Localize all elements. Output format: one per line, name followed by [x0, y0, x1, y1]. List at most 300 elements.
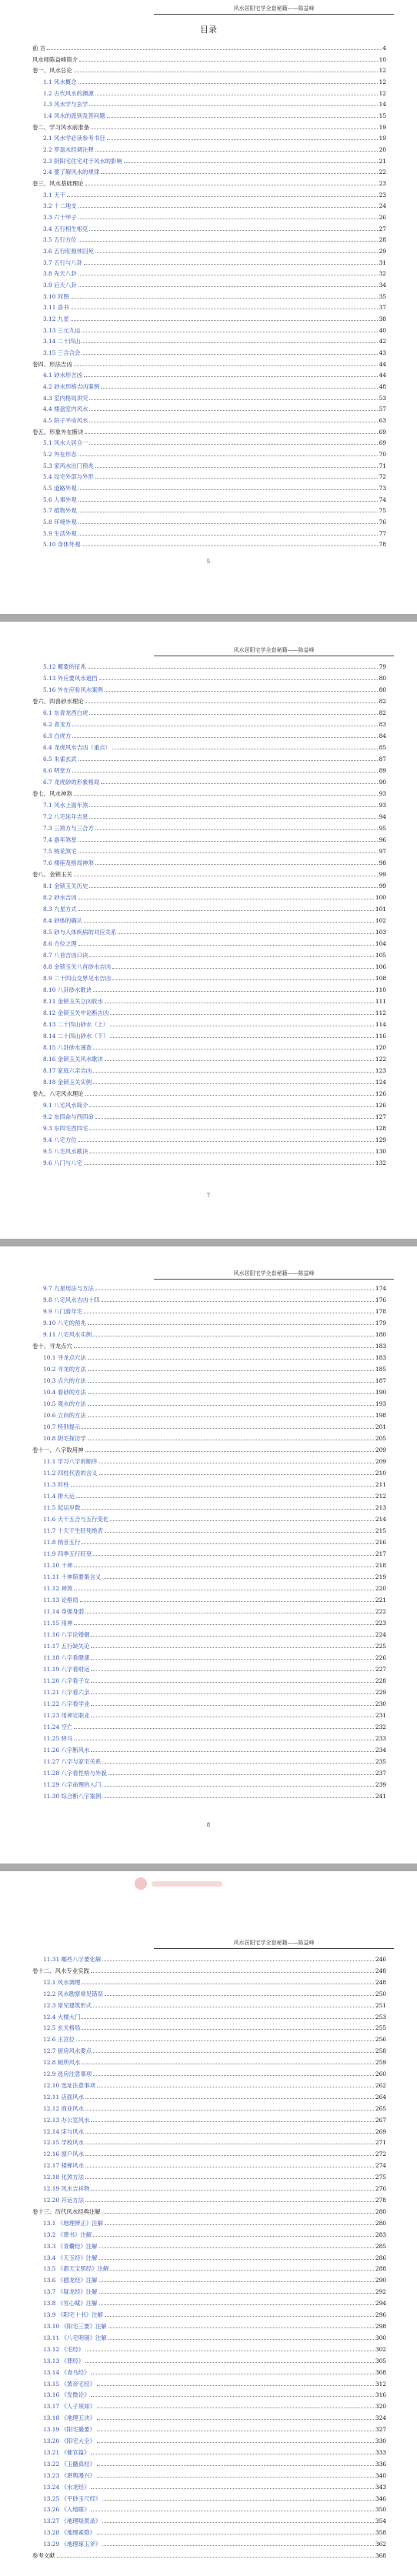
- toc-entry-title[interactable]: 卷十三、历代风水经典注解: [32, 2207, 101, 2215]
- toc-entry-title[interactable]: 13.22 《玉髓真经》: [43, 2460, 95, 2468]
- toc-entry[interactable]: [32, 1722, 386, 1730]
- toc-entry[interactable]: [32, 985, 386, 993]
- toc-entry[interactable]: [32, 156, 386, 165]
- toc-entry[interactable]: [32, 65, 386, 74]
- toc-entry[interactable]: [32, 2275, 386, 2284]
- toc-entry-title[interactable]: 8.2 砂水吉凶: [43, 894, 77, 901]
- toc-entry-title[interactable]: 3.4 五行相生相克: [43, 225, 88, 232]
- toc-entry-title[interactable]: 2.2 罗盘水经调注释: [43, 146, 94, 153]
- toc-entry-title[interactable]: 7.2 八宅延年吉星: [43, 813, 88, 820]
- toc-entry-title[interactable]: 11.27 八字与家宅关系: [43, 1758, 102, 1765]
- toc-entry[interactable]: [32, 1653, 386, 1661]
- toc-entry-title[interactable]: 8.3 九星方式: [43, 906, 77, 913]
- toc-entry-title[interactable]: 3.6 五行旺相休囚死: [43, 248, 94, 255]
- toc-entry[interactable]: [32, 2459, 386, 2468]
- toc-entry-title[interactable]: 6.1 东青龙西白虎: [43, 709, 88, 716]
- toc-entry-title[interactable]: 9.10 八宅的预兆: [43, 1320, 86, 1326]
- toc-entry-title[interactable]: 11.19 八字看财运: [43, 1666, 90, 1673]
- toc-entry-title[interactable]: 13.1 《地理辨正》注解: [43, 2219, 103, 2227]
- toc-entry[interactable]: [32, 1364, 386, 1373]
- toc-entry[interactable]: [32, 1306, 386, 1315]
- toc-entry[interactable]: [32, 973, 386, 982]
- toc-entry[interactable]: [32, 1146, 386, 1155]
- toc-entry-title[interactable]: 5.1 风水人居合一: [43, 439, 88, 447]
- toc-entry-title[interactable]: 12.10 选址注意事项: [43, 2081, 95, 2089]
- toc-entry[interactable]: [32, 438, 386, 446]
- toc-entry[interactable]: [32, 269, 386, 277]
- toc-entry-title[interactable]: 10.3 点穴的方法: [43, 1377, 86, 1384]
- toc-entry[interactable]: [32, 2115, 386, 2124]
- toc-entry[interactable]: [32, 2528, 386, 2536]
- toc-entry-title[interactable]: 12.2 风水勘察常见错误: [43, 1990, 103, 1997]
- toc-entry[interactable]: [32, 77, 386, 85]
- toc-entry-title[interactable]: 11.28 八字看性格与外貌: [43, 1770, 107, 1777]
- toc-entry[interactable]: [32, 258, 386, 266]
- toc-entry-title[interactable]: 3.15 三合合会: [43, 349, 81, 356]
- toc-entry[interactable]: [32, 2298, 386, 2307]
- toc-entry[interactable]: [32, 43, 386, 52]
- toc-entry-title[interactable]: 5.2 外在形态: [43, 451, 77, 458]
- toc-entry-title[interactable]: 13.19 《阳宅撮要》: [43, 2426, 95, 2434]
- toc-entry[interactable]: [32, 2436, 386, 2444]
- toc-entry[interactable]: [32, 869, 386, 878]
- toc-entry-title[interactable]: 11.16 八字论婚姻: [43, 1631, 90, 1638]
- toc-entry[interactable]: [32, 1491, 386, 1500]
- toc-entry[interactable]: [32, 893, 386, 901]
- toc-entry[interactable]: [32, 2034, 386, 2043]
- toc-entry[interactable]: [32, 472, 386, 480]
- toc-entry[interactable]: [32, 1387, 386, 1396]
- toc-entry-title[interactable]: 13.9 《阳宅十书》注解: [43, 2311, 103, 2319]
- toc-entry[interactable]: [32, 685, 386, 693]
- toc-entry[interactable]: [32, 1745, 386, 1753]
- toc-entry[interactable]: [32, 719, 386, 728]
- toc-entry-title[interactable]: 11.20 八字看子女: [43, 1677, 90, 1684]
- toc-entry-title[interactable]: 12.18 化煞方法: [43, 2174, 85, 2181]
- toc-entry[interactable]: [32, 495, 386, 503]
- toc-entry-title[interactable]: 8.4 砂体的确认: [43, 917, 83, 924]
- toc-entry-title[interactable]: 3.1 天干: [43, 191, 65, 199]
- toc-entry-title[interactable]: 8.18 金锁玉关实例: [43, 1079, 92, 1086]
- toc-entry-title[interactable]: 7.1 风水上面年煞: [43, 802, 88, 809]
- toc-entry[interactable]: [32, 731, 386, 739]
- toc-entry-title[interactable]: 11.21 八字看六亲: [43, 1689, 90, 1696]
- toc-entry-title[interactable]: 13.21 《催官篇》: [43, 2448, 90, 2456]
- toc-entry[interactable]: [32, 881, 386, 889]
- toc-entry-title[interactable]: 8.14 二十四山砂水（下）: [43, 1033, 109, 1039]
- toc-entry-title[interactable]: 11.3 时柱: [43, 1481, 69, 1488]
- toc-entry[interactable]: [32, 1537, 386, 1546]
- toc-entry-title[interactable]: 4.4 楼盘室内风水: [43, 405, 88, 413]
- toc-entry-title[interactable]: 13.4 《天玉经》注解: [43, 2254, 98, 2261]
- toc-entry[interactable]: [32, 190, 386, 199]
- toc-entry-title[interactable]: 6.4 龙虎风水吉凶（重点）: [43, 744, 112, 751]
- toc-entry-title[interactable]: 13.16 《发微论》: [43, 2391, 90, 2399]
- toc-entry-title[interactable]: 9.5 八宅风水歌诀: [43, 1148, 88, 1155]
- toc-entry[interactable]: [32, 950, 386, 959]
- toc-entry[interactable]: [32, 539, 386, 548]
- toc-entry-title[interactable]: 卷四、形法吉凶: [32, 360, 72, 368]
- toc-entry-title[interactable]: 13.25 《平砂玉尺经》: [43, 2494, 102, 2502]
- toc-entry[interactable]: [32, 224, 386, 232]
- toc-entry[interactable]: [32, 800, 386, 809]
- toc-entry[interactable]: [32, 1583, 386, 1592]
- toc-entry[interactable]: [32, 662, 386, 670]
- toc-entry-title[interactable]: 8.15 八卦砂水速查: [43, 1044, 92, 1051]
- toc-entry-title[interactable]: 11.11 十神简要集含义: [43, 1573, 102, 1580]
- toc-entry-title[interactable]: 3.10 河图: [43, 292, 69, 300]
- toc-entry[interactable]: [32, 2253, 386, 2261]
- toc-entry-title[interactable]: 12.13 办公室风水: [43, 2116, 90, 2124]
- toc-entry-title[interactable]: 3.13 三元九运: [43, 326, 81, 334]
- toc-entry[interactable]: [32, 2207, 386, 2215]
- toc-entry[interactable]: [32, 359, 386, 368]
- toc-entry-title[interactable]: 12.19 风水吉祥物: [43, 2185, 90, 2193]
- toc-entry-title[interactable]: 11.10 十神: [43, 1562, 73, 1569]
- toc-entry-title[interactable]: 8.6 方位之理: [43, 940, 77, 947]
- toc-entry-title[interactable]: 13.18 《地理五诀》: [43, 2414, 95, 2422]
- toc-entry[interactable]: [32, 1330, 386, 1338]
- toc-entry[interactable]: [32, 1676, 386, 1684]
- toc-entry-title[interactable]: 10.8 阴宅探访学: [43, 1435, 86, 1442]
- toc-entry-title[interactable]: 5.4 坟宅外部与外形: [43, 473, 94, 481]
- toc-entry-title[interactable]: 1.3 风水学与玄学: [43, 101, 88, 108]
- toc-entry[interactable]: [32, 2230, 386, 2238]
- toc-entry-title[interactable]: 4.1 砂水形吉凶: [43, 372, 83, 379]
- toc-entry[interactable]: [32, 212, 386, 221]
- toc-entry[interactable]: [32, 1422, 386, 1430]
- toc-entry[interactable]: [32, 2356, 386, 2364]
- toc-entry-title[interactable]: 风水师陈益峰简介: [32, 55, 78, 63]
- toc-entry-title[interactable]: 5.7 植物外观: [43, 507, 77, 515]
- toc-entry-title[interactable]: 13.12 《宅经》: [43, 2345, 85, 2353]
- toc-entry[interactable]: [32, 1630, 386, 1638]
- toc-entry-title[interactable]: 8.8 金锁玉关八首砂水吉凶: [43, 963, 112, 970]
- toc-entry[interactable]: [32, 1595, 386, 1603]
- toc-entry[interactable]: [32, 708, 386, 716]
- toc-entry[interactable]: [32, 1757, 386, 1765]
- toc-entry-title[interactable]: 13.2 《葬书》注解: [43, 2231, 92, 2238]
- toc-entry[interactable]: [32, 1318, 386, 1326]
- toc-entry[interactable]: [32, 2413, 386, 2421]
- toc-entry-title[interactable]: 卷十一、八字取用神: [32, 1446, 84, 1453]
- toc-entry-title[interactable]: 8.9 二十四山交界见水吉凶: [43, 975, 112, 982]
- toc-entry-title[interactable]: 11.17 五行缺失论: [43, 1643, 90, 1650]
- toc-entry-title[interactable]: 卷九、八宅风水理论: [32, 1090, 84, 1097]
- toc-entry[interactable]: [32, 2241, 386, 2250]
- toc-entry[interactable]: [32, 1664, 386, 1673]
- toc-entry[interactable]: [32, 1445, 386, 1453]
- toc-entry-title[interactable]: 11.5 起运岁数: [43, 1504, 81, 1511]
- toc-entry-title[interactable]: 12.15 学校风水: [43, 2139, 85, 2147]
- toc-entry[interactable]: [32, 483, 386, 492]
- toc-entry[interactable]: [32, 1123, 386, 1132]
- toc-entry-title[interactable]: 2.1 风水学必读参考书目: [43, 135, 105, 142]
- toc-entry-title[interactable]: 2.3 阴阳宅住宅对于风水的影响: [43, 157, 122, 165]
- toc-entry[interactable]: [32, 415, 386, 424]
- toc-entry[interactable]: [32, 325, 386, 334]
- toc-entry[interactable]: [32, 348, 386, 356]
- toc-entry-title[interactable]: 13.28 《地理索隐》: [43, 2529, 95, 2537]
- toc-entry[interactable]: [32, 1607, 386, 1615]
- toc-entry[interactable]: [32, 2161, 386, 2169]
- toc-entry[interactable]: [32, 916, 386, 924]
- toc-entry-title[interactable]: 10.2 寻龙的方法: [43, 1366, 86, 1373]
- toc-entry-title[interactable]: 11.30 综合断八字案例: [43, 1793, 102, 1800]
- toc-entry[interactable]: [32, 427, 386, 435]
- toc-entry[interactable]: [32, 1376, 386, 1384]
- toc-entry[interactable]: [32, 55, 386, 63]
- toc-entry[interactable]: [32, 167, 386, 175]
- toc-entry-title[interactable]: 8.12 金锁玉关中论断吉凶: [43, 1009, 109, 1016]
- toc-entry-title[interactable]: 6.6 明堂方: [43, 767, 72, 774]
- toc-entry[interactable]: [32, 2012, 386, 2020]
- toc-entry-title[interactable]: 8.5 砂与人体疾病的对应关系: [43, 929, 117, 936]
- toc-entry[interactable]: [32, 2184, 386, 2192]
- toc-entry[interactable]: [32, 1135, 386, 1143]
- toc-entry[interactable]: [32, 2046, 386, 2054]
- toc-entry-title[interactable]: 13.23 《堪舆漫兴》: [43, 2471, 95, 2479]
- toc-entry[interactable]: [32, 1433, 386, 1442]
- toc-entry[interactable]: [32, 280, 386, 289]
- toc-entry-title[interactable]: 13.8 《雪心赋》注解: [43, 2300, 98, 2307]
- toc-entry-title[interactable]: 前 言: [32, 45, 46, 52]
- toc-entry[interactable]: [32, 1514, 386, 1523]
- toc-entry-title[interactable]: 4.3 室内格局讲究: [43, 394, 88, 402]
- toc-entry-title[interactable]: 3.12 九星: [43, 315, 69, 322]
- toc-entry-title[interactable]: 11.25 驿马: [43, 1735, 73, 1742]
- toc-entry-title[interactable]: 参考文献: [32, 2552, 55, 2560]
- toc-entry-title[interactable]: 10.4 看砂的方法: [43, 1389, 86, 1396]
- toc-entry-title[interactable]: 3.9 后天八卦: [43, 282, 77, 289]
- toc-entry[interactable]: [32, 393, 386, 402]
- toc-entry-title[interactable]: 6.3 白虎方: [43, 732, 72, 739]
- toc-entry[interactable]: [32, 1966, 386, 1974]
- toc-entry-title[interactable]: 1.1 风水概念: [43, 78, 77, 85]
- toc-entry[interactable]: [32, 1158, 386, 1166]
- toc-entry-title[interactable]: 12.8 厕所风水: [43, 2059, 81, 2067]
- toc-entry[interactable]: [32, 812, 386, 820]
- toc-entry-title[interactable]: 8.16 金锁玉关风水歌诀: [43, 1056, 103, 1063]
- toc-entry[interactable]: [32, 1503, 386, 1511]
- toc-entry-title[interactable]: 9.6 八门与八宅: [43, 1160, 83, 1166]
- toc-entry[interactable]: [32, 506, 386, 514]
- toc-entry-title[interactable]: 5.13 外应要风水遮挡: [43, 675, 98, 682]
- toc-entry[interactable]: [32, 1768, 386, 1777]
- toc-entry[interactable]: [32, 858, 386, 866]
- toc-entry[interactable]: [32, 99, 386, 108]
- toc-entry-title[interactable]: 9.11 八宅风水实例: [43, 1331, 92, 1338]
- toc-entry-title[interactable]: 13.15 《黄帝宅经》: [43, 2380, 95, 2387]
- toc-entry-title[interactable]: 9.3 东四宅西四宅: [43, 1125, 88, 1132]
- toc-entry[interactable]: [32, 1954, 386, 1963]
- toc-entry[interactable]: [32, 2471, 386, 2479]
- toc-entry[interactable]: [32, 449, 386, 458]
- toc-entry[interactable]: [32, 673, 386, 682]
- toc-entry-title[interactable]: 3.3 六十甲子: [43, 214, 77, 221]
- toc-entry-title[interactable]: 卷十二、风水专业实践: [32, 1967, 89, 1974]
- toc-entry-title[interactable]: 5.16 外在应验风水案例: [43, 686, 103, 693]
- toc-entry[interactable]: [32, 2137, 386, 2146]
- toc-entry-title[interactable]: 11.4 排大运: [43, 1493, 75, 1500]
- toc-entry[interactable]: [32, 1089, 386, 1097]
- toc-entry-title[interactable]: 11.23 用神定职业: [43, 1712, 90, 1719]
- toc-entry-title[interactable]: 13.26 《入地眼》: [43, 2506, 90, 2514]
- toc-entry-title[interactable]: 9.2 东四命与西四命: [43, 1113, 94, 1120]
- toc-entry[interactable]: [32, 1526, 386, 1534]
- toc-entry-title[interactable]: 5.8 环境外观: [43, 519, 77, 526]
- toc-entry[interactable]: [32, 1977, 386, 1986]
- toc-entry[interactable]: [32, 2390, 386, 2398]
- toc-entry[interactable]: [32, 88, 386, 97]
- toc-entry-title[interactable]: 11.29 八字命理的入门: [43, 1781, 102, 1788]
- toc-entry[interactable]: [32, 2172, 386, 2181]
- toc-entry-title[interactable]: 卷二、学习风水前准备: [32, 123, 89, 131]
- toc-entry-title[interactable]: 3.8 先天八卦: [43, 270, 77, 278]
- toc-entry[interactable]: [32, 246, 386, 255]
- toc-entry-title[interactable]: 6.5 朱雀玄武: [43, 756, 77, 762]
- toc-entry-title[interactable]: 13.3 《青囊经》注解: [43, 2242, 98, 2250]
- toc-entry-title[interactable]: 11.2 四柱代表的含义: [43, 1470, 98, 1477]
- toc-entry[interactable]: [32, 235, 386, 243]
- toc-entry[interactable]: [32, 2424, 386, 2433]
- toc-entry-title[interactable]: 13.5 《都天宝照经》注解: [43, 2265, 109, 2273]
- toc-entry-title[interactable]: 13.17 《人子须知》: [43, 2403, 95, 2411]
- toc-entry[interactable]: [32, 2080, 386, 2089]
- toc-entry[interactable]: [32, 1641, 386, 1650]
- toc-entry-title[interactable]: 3.5 五行方位: [43, 236, 77, 244]
- toc-entry-title[interactable]: 11.31 哪些八字要化解: [43, 1956, 102, 1963]
- toc-entry-title[interactable]: 卷八、金锁玉关: [32, 871, 72, 878]
- toc-entry-title[interactable]: 12.1 风水调理: [43, 1978, 81, 1986]
- toc-entry-title[interactable]: 10.5 观水的方法: [43, 1400, 86, 1407]
- toc-entry[interactable]: [32, 1699, 386, 1707]
- toc-entry[interactable]: [32, 2069, 386, 2077]
- toc-entry[interactable]: [32, 1687, 386, 1696]
- toc-entry[interactable]: [32, 2057, 386, 2066]
- toc-entry[interactable]: [32, 122, 386, 131]
- toc-entry[interactable]: [32, 766, 386, 774]
- toc-entry[interactable]: [32, 1112, 386, 1120]
- toc-entry-title[interactable]: 12.12 商业风水: [43, 2104, 85, 2112]
- toc-entry-title[interactable]: 6.2 青龙方: [43, 721, 72, 728]
- toc-entry-title[interactable]: 13.24 《水龙经》: [43, 2483, 90, 2491]
- toc-entry-title[interactable]: 5.6 人事外观: [43, 496, 77, 503]
- toc-entry[interactable]: [32, 1480, 386, 1488]
- toc-entry[interactable]: [32, 1295, 386, 1303]
- toc-entry[interactable]: [32, 696, 386, 705]
- toc-entry-title[interactable]: 11.24 空亡: [43, 1723, 73, 1730]
- toc-entry-title[interactable]: 13.29 《地理琢玉斧》: [43, 2541, 102, 2548]
- toc-entry[interactable]: [32, 2149, 386, 2157]
- toc-entry[interactable]: [32, 846, 386, 855]
- toc-entry[interactable]: [32, 927, 386, 936]
- toc-entry[interactable]: [32, 2321, 386, 2330]
- toc-entry[interactable]: [32, 777, 386, 786]
- toc-entry[interactable]: [32, 1341, 386, 1350]
- toc-entry-title[interactable]: 11.6 天干五合与五行变化: [43, 1516, 109, 1523]
- toc-entry[interactable]: [32, 179, 386, 187]
- toc-entry-title[interactable]: 8.17 家庭六亲吉凶: [43, 1067, 92, 1074]
- toc-entry-title[interactable]: 8.7 八首吉凶口诀: [43, 952, 88, 959]
- toc-entry-title[interactable]: 7.6 楼座及格局神煞: [43, 859, 94, 866]
- toc-entry[interactable]: [32, 754, 386, 762]
- toc-entry[interactable]: [32, 2379, 386, 2387]
- toc-entry-title[interactable]: 13.11 《八宅明镜》注解: [43, 2334, 107, 2341]
- toc-entry[interactable]: [32, 1283, 386, 1292]
- toc-entry-title[interactable]: 10.6 立向的方法: [43, 1412, 86, 1419]
- toc-entry-title[interactable]: 11.14 身强身弱: [43, 1608, 85, 1615]
- toc-entry[interactable]: [32, 370, 386, 379]
- toc-entry-title[interactable]: 卷六、四兽砂水理论: [32, 698, 84, 705]
- toc-entry-title[interactable]: 9.8 八宅风水吉凶十四: [43, 1296, 100, 1303]
- toc-entry[interactable]: [32, 1399, 386, 1407]
- toc-entry[interactable]: [32, 2023, 386, 2031]
- toc-entry-title[interactable]: 11.15 用神: [43, 1620, 73, 1627]
- toc-entry[interactable]: [32, 2539, 386, 2548]
- toc-entry[interactable]: [32, 1077, 386, 1086]
- toc-entry-title[interactable]: 3.2 十二地支: [43, 202, 77, 210]
- toc-entry[interactable]: [32, 1549, 386, 1557]
- toc-entry-title[interactable]: 11.26 八字断风水: [43, 1747, 90, 1753]
- toc-entry[interactable]: [32, 1710, 386, 1719]
- toc-entry[interactable]: [32, 1791, 386, 1800]
- toc-entry[interactable]: [32, 996, 386, 1005]
- toc-entry-title[interactable]: 4.5 院子平房风水: [43, 417, 88, 424]
- toc-entry-title[interactable]: 卷五、形象外在断诀: [32, 428, 84, 435]
- toc-entry[interactable]: [32, 111, 386, 119]
- toc-entry[interactable]: [32, 2310, 386, 2318]
- toc-entry-title[interactable]: 13.7 《疑龙经》注解: [43, 2288, 98, 2296]
- toc-entry-title[interactable]: 12.14 床与风水: [43, 2127, 85, 2135]
- toc-entry[interactable]: [32, 314, 386, 322]
- toc-entry[interactable]: [32, 529, 386, 537]
- toc-entry-title[interactable]: 5.3 家风水出门预兆: [43, 462, 94, 469]
- toc-entry[interactable]: [32, 461, 386, 469]
- toc-entry[interactable]: [32, 404, 386, 412]
- toc-entry[interactable]: [32, 789, 386, 797]
- toc-entry[interactable]: [32, 302, 386, 311]
- toc-entry[interactable]: [32, 292, 386, 300]
- toc-entry[interactable]: [32, 1989, 386, 1997]
- toc-entry-title[interactable]: 13.27 《地理啖蔗录》: [43, 2518, 102, 2525]
- toc-entry-title[interactable]: 12.17 楼梯风水: [43, 2162, 85, 2170]
- toc-entry[interactable]: [32, 2551, 386, 2559]
- toc-entry[interactable]: [32, 201, 386, 209]
- toc-entry-title[interactable]: 12.7 厨房风水要点: [43, 2047, 92, 2055]
- toc-entry-title[interactable]: 1.4 风水的派别及答问题: [43, 112, 105, 119]
- toc-entry[interactable]: [32, 145, 386, 153]
- toc-entry-title[interactable]: 11.22 八字看学业: [43, 1700, 90, 1707]
- toc-entry[interactable]: [32, 2494, 386, 2502]
- toc-entry[interactable]: [32, 2195, 386, 2204]
- toc-entry[interactable]: [32, 1618, 386, 1627]
- toc-entry-title[interactable]: 11.8 纳音五行: [43, 1539, 81, 1546]
- toc-entry-title[interactable]: 3.7 五行与八卦: [43, 259, 83, 266]
- toc-entry-title[interactable]: 12.11 店面风水: [43, 2093, 85, 2101]
- toc-entry-title[interactable]: 13.6 《撼龙经》注解: [43, 2277, 98, 2284]
- toc-entry[interactable]: [32, 1457, 386, 1465]
- toc-entry-title[interactable]: 8.11 金锁玉关立向收水: [43, 998, 103, 1005]
- toc-entry[interactable]: [32, 1019, 386, 1028]
- toc-entry[interactable]: [32, 1043, 386, 1051]
- toc-entry-title[interactable]: 3.14 二十四山: [43, 338, 81, 345]
- toc-entry-title[interactable]: 5.10 身体外观: [43, 541, 81, 549]
- toc-entry[interactable]: [32, 2482, 386, 2491]
- toc-entry-title[interactable]: 11.1 学习八字的顺序: [43, 1458, 98, 1465]
- toc-entry[interactable]: [32, 2092, 386, 2101]
- toc-entry-title[interactable]: 12.4 大楼大门: [43, 2013, 81, 2020]
